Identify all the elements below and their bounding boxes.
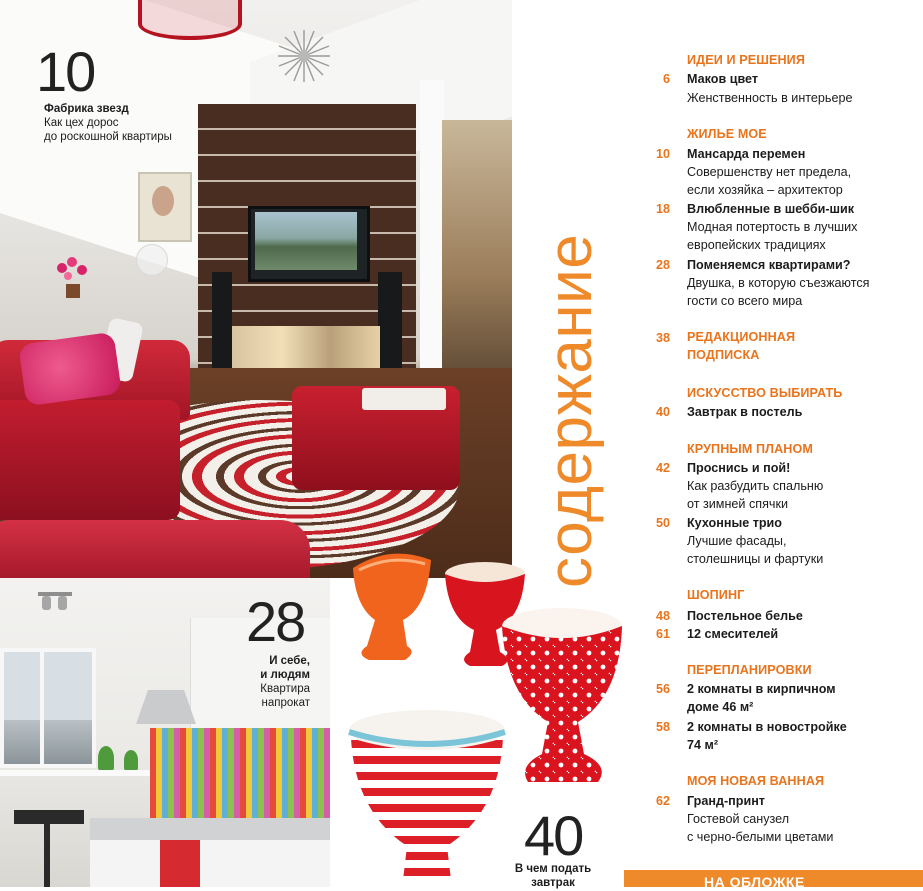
toc-page-number: 56 (655, 682, 670, 696)
toc-entry-desc: Совершенству нет предела, (687, 165, 852, 179)
window-frame (40, 652, 44, 764)
kitchen-caption-line3: Квартира (260, 683, 310, 695)
page-number-28: 28 (246, 590, 305, 653)
toc-entry-title: доме 46 м² (687, 700, 754, 714)
red-cabinet (160, 840, 200, 887)
toc-page-number: 28 (655, 258, 670, 272)
tray-with-glasses (362, 388, 446, 410)
toc-entry-desc: от зимней спячки (687, 497, 788, 511)
toc-page-number: 38 (655, 331, 670, 345)
city-view (4, 720, 92, 764)
toc-section-title: РЕДАКЦИОННАЯ (687, 330, 796, 344)
striped-egg-cup-icon (345, 708, 510, 888)
kitchen-photo (0, 578, 330, 887)
portrait-face (152, 186, 174, 216)
toc-page-number: 61 (655, 627, 670, 641)
toc-page-number: 50 (655, 516, 670, 530)
red-floral-egg-cup-icon (498, 604, 628, 790)
toc-section-title[interactable]: ШОПИНГ (687, 588, 745, 602)
doorway-stairs (442, 120, 512, 380)
toc-page-number: 58 (655, 720, 670, 734)
fireplace (232, 326, 380, 374)
toc-entry-title: Завтрак в постель (687, 405, 803, 419)
toc-page-number: 62 (655, 794, 670, 808)
white-column (420, 80, 444, 380)
toc-entry-desc: если хозяйка – архитектор (687, 183, 843, 197)
toc-section-title[interactable]: ИДЕИ И РЕШЕНИЯ (687, 53, 805, 67)
toc-entry-desc: Гостевой санузел (687, 812, 790, 826)
living-caption-line2: до роскошной квартиры (44, 131, 172, 143)
toc-entry-desc: Как разбудить спальню (687, 479, 824, 493)
toc-entry-title: 74 м² (687, 738, 719, 752)
toc-section-title[interactable]: ЖИЛЬЕ МОЕ (687, 127, 767, 141)
toc-page-number: 6 (662, 72, 670, 86)
toc-section-title[interactable]: КРУПНЫМ ПЛАНОМ (687, 442, 813, 456)
toc-page-number: 40 (655, 405, 670, 419)
on-cover-banner[interactable] (624, 870, 923, 887)
toc-entry-title: Мансарда перемен (687, 147, 806, 161)
toc-entry-desc: европейских традициях (687, 238, 826, 252)
toc-entry-title: 2 комнаты в новостройке (687, 720, 847, 734)
toc-page-number: 42 (655, 461, 670, 475)
cups-caption-line2: завтрак (531, 877, 575, 889)
red-chandelier (138, 0, 242, 40)
toc-entry-desc: Модная потертость в лучших (687, 220, 858, 234)
range-hood (136, 690, 196, 724)
globe-lamp (136, 244, 168, 276)
toc-entry-title: Маков цвет (687, 72, 759, 86)
toc-entry-title: Кухонные трио (687, 516, 782, 530)
toc-section-title[interactable]: ИСКУССТВО ВЫБИРАТЬ (687, 386, 843, 400)
toc-section-title[interactable]: ПЕРЕПЛАНИРОВКИ (687, 663, 812, 677)
red-sofa (0, 400, 180, 520)
living-caption-title: Фабрика звезд (44, 103, 129, 115)
vertical-contents-title: содержание (536, 233, 605, 588)
toc-entry-desc: Лучшие фасады, (687, 534, 787, 548)
toc-entry-title: 12 смесителей (687, 627, 779, 641)
toc-entry-title: Влюбленные в шебби-шик (687, 202, 855, 216)
toc-section-title[interactable]: МОЯ НОВАЯ ВАННАЯ (687, 774, 825, 788)
toc-entry-desc: Двушка, в которую съезжаются (687, 276, 870, 290)
counter-front (90, 840, 330, 887)
toc-entry-desc: столешницы и фартуки (687, 552, 824, 566)
orange-egg-cup-icon (345, 548, 440, 663)
cups-caption-line1: В чем подать (514, 863, 592, 875)
living-caption-line1: Как цех дорос (44, 117, 119, 129)
toc-page-number: 48 (655, 609, 670, 623)
orchid-icon (48, 254, 98, 304)
toc-entry-title: Проснись и пой! (687, 461, 791, 475)
toc-section-title: ПОДПИСКА (687, 348, 760, 362)
living-room-photo (0, 0, 512, 578)
toc-entry-desc: Женственность в интерьере (687, 91, 853, 105)
bar-stool-leg (44, 824, 50, 887)
page-number-40: 40 (524, 804, 583, 867)
plant-icon (98, 746, 114, 770)
page-number-10: 10 (36, 40, 95, 103)
pink-pillow (18, 332, 122, 407)
on-cover-label: НА ОБЛОЖКЕ (704, 874, 805, 887)
plant-icon (124, 750, 138, 770)
starburst-lamp-icon (276, 28, 332, 84)
kitchen-caption-line4: напрокат (261, 697, 310, 709)
tv-screen (255, 212, 357, 270)
toc-entry-desc: с черно-белыми цветами (687, 830, 834, 844)
toc-entry-title: Постельное белье (687, 609, 803, 623)
toc-entry-desc: гости со всего мира (687, 294, 803, 308)
toc-entry-title: Поменяемся квартирами? (687, 258, 851, 272)
spotlights-icon (36, 588, 74, 616)
countertop (90, 818, 330, 840)
toc-entry-title: Гранд-принт (687, 794, 765, 808)
toc-page-number: 10 (655, 147, 670, 161)
window-shelf (0, 770, 150, 776)
toc-page-number: 18 (655, 202, 670, 216)
toc-entry-title: 2 комнаты в кирпичном (687, 682, 836, 696)
sofa-front (0, 520, 310, 578)
kitchen-caption-line1: И себе, (269, 655, 310, 667)
kitchen-caption-line2: и людям (260, 669, 310, 681)
